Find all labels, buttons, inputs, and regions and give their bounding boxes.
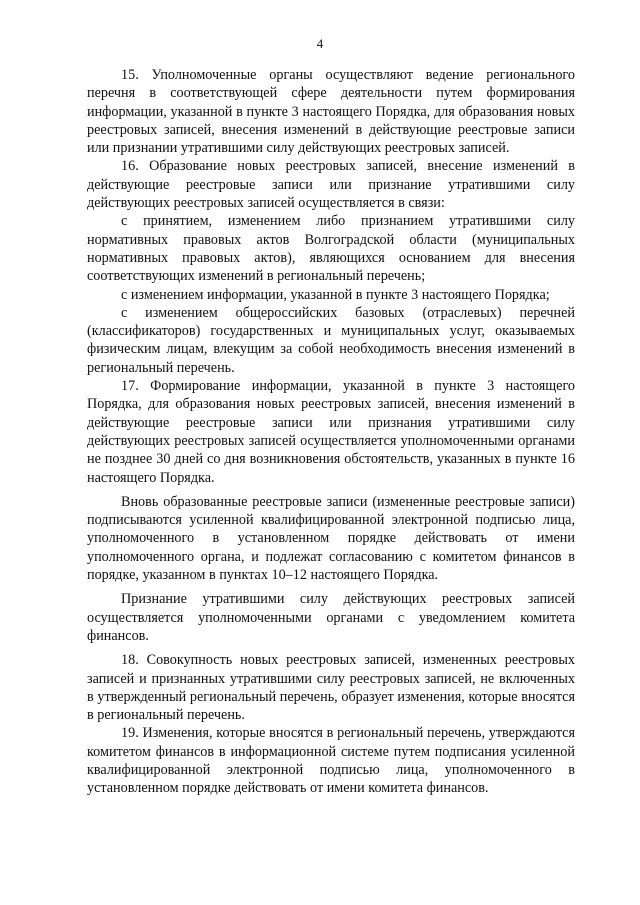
- paragraph-16-item-1: с принятием, изменением либо признанием утратившими силу нормативных правовых актов Волгоградской области (муниципальных нормативных правовых актов), являющихся основанием для внесения соответствующих изменений в региональный перечень;: [87, 213, 575, 285]
- paragraph-16-item-3: с изменением общероссийских базовых (отраслевых) перечней (классификаторов) государственных и муниципальных услуг, оказываемых физическим лицам, влекущим за собой необходимость внесения изменений в региональный перечень.: [87, 304, 575, 376]
- paragraph-17-part-2: Вновь образованные реестровые записи (измененные реестровые записи) подписываются усиленной квалифицированной электронной подписью лица, уполномоченного в установленном порядке действовать от имени уполномоченного органа, и подлежат согласованию с комитетом финансов в порядке, указанном в пунктах 10–12 настоящего Порядка.: [87, 493, 575, 584]
- document-body: [87, 66, 575, 798]
- paragraph-17: 17. Формирование информации, указанной в пункте 3 настоящего Порядка, для образования новых реестровых записей, внесения изменений в действующие реестровые записи или признания утратившими силу действующих реестровых записей осуществляется уполномоченными органами не позднее 30 дней со дня возникновения обстоятельств, указанных в пункте 16 настоящего Порядка.: [87, 378, 575, 486]
- page-number: 4: [316, 36, 324, 51]
- paragraph-16-item-2: с изменением информации, указанной в пункте 3 настоящего Порядка;: [121, 286, 550, 303]
- paragraph-19: 19. Изменения, которые вносятся в региональный перечень, утверждаются комитетом финансов в информационной системе путем подписания усиленной квалифицированной электронной подписью лица, уполномоченного в установленном порядке действовать от имени комитета финансов.: [87, 725, 575, 797]
- paragraph-17-part-3: Признание утратившими силу действующих реестровых записей осуществляется уполномоченными органами с уведомлением комитета финансов.: [87, 591, 575, 644]
- paragraph-16: 16. Образование новых реестровых записей, внесение изменений в действующие реестровые записи или признание утратившими силу действующих реестровых записей осуществляется в связи:: [87, 158, 575, 212]
- paragraph-15: 15. Уполномоченные органы осуществляют ведение регионального перечня в соответствующей сфере деятельности путем формирования информации, указанной в пункте 3 настоящего Порядка, для образования новых реестровых записей, внесения изменений в действующие реестровые записи или признании утратившими силу действующих реестровых записей.: [87, 67, 575, 157]
- paragraph-18: 18. Совокупность новых реестровых записей, измененных реестровых записей и признанных утратившими силу реестровых записей, не включенных в утвержденный региональный перечень, образует изменения, которые вносятся в региональный перечень.: [87, 652, 575, 724]
